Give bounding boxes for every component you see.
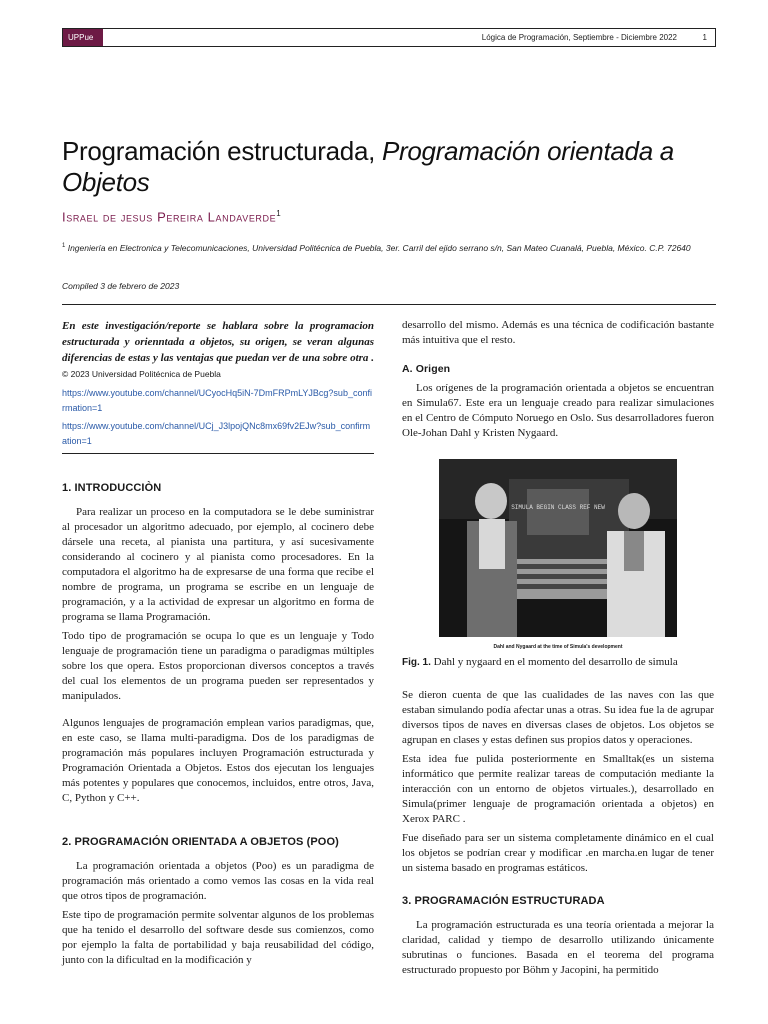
author — [62, 209, 281, 224]
affiliation-mark: 1 — [62, 243, 66, 249]
title-plain: Programación estructurada, — [62, 136, 382, 166]
header-info: Lógica de Programación, Septiembre - Diciembre 2022 — [481, 33, 677, 42]
compiled-date: Compiled 3 de febrero de 2023 — [62, 281, 180, 291]
author-mark: 1 — [276, 209, 282, 218]
section-1-paragraph: Para realizar un proceso en la computadora se le debe suministrar al procesador un algoritmo adecuado, por ejemplo, al cocinero debe dársele una receta, al pianista una partitura, y así sucesivamente considerando al cocinero y al pianista como procesadores. En la computadora el algoritmo ha de expresarse de una forma que recibe el nombre de programa, un programa se escribe en un lenguaje de programación, y a la actividad de expresar un algoritmo en forma de programa se llama Programación. — [62, 506, 374, 623]
subsection-origen-heading: A. Origen — [402, 363, 451, 375]
running-header — [62, 28, 716, 47]
journal-tag: UPPue — [63, 29, 103, 46]
screen-text: SIMULA BEGIN CLASS REF NEW — [511, 504, 605, 511]
header-rule — [62, 304, 716, 305]
section-1-paragraph: Algunos lenguajes de programación emplean varios paradigmas, que, en este caso, se llama multi-paradigma. Dos de los paradigmas de programación más populares incluyen Programación estructurada y Programación Orientada a Objetos. Estos dos ejecutan los lenguajes más potentes y populares que conocemos, incluidos, entre otros, Java, C, Python y C++. — [62, 717, 374, 804]
section-2-paragraph: La programación orientada a objetos (Poo) es un paradigma de programación más orientado a como vemos las cosas en la vida real que otros tipos de programación. — [62, 860, 374, 902]
section-2-paragraph-continued: desarrollo del mismo. Además es una técnica de codificación bastante más intuitiva que el resto. — [402, 319, 714, 346]
abstract-rule — [62, 453, 374, 454]
title-italic: Programación orientada a Objetos — [62, 136, 674, 197]
section-3-paragraph: La programación estructurada es una teoría orientada a mejorar la claridad, calidad y tiempo de desarrollo utilizando únicamente subrutinas o funciones. Basada en el teorema del programa estructurado propuesto por Böhm y Jacopini, ha permitido — [402, 919, 714, 976]
copyright: © 2023 Universidad Politécnica de Puebla — [62, 369, 221, 379]
right-column — [402, 318, 714, 978]
abstract-text: En este investigación/reporte se hablara sobre la programacion estructurada y orienntada a objetos, su origen, se veran algunas diferencias de estas y las ventajas que puedan ver de una sobre otra . — [62, 320, 374, 364]
section-1-heading: 1. INTRODUCCIÒN — [62, 482, 162, 494]
page-number: 1 — [702, 33, 707, 42]
paper-title — [62, 136, 722, 198]
author-name: Israel de jesus Pereira Landaverde — [62, 209, 277, 225]
dahl-nygaard-photo — [439, 459, 677, 637]
youtube-link-1[interactable]: https://www.youtube.com/channel/UCyocHq5iN-7DmFRPmLYJBcg?sub_confirmation=1 — [62, 388, 372, 413]
section-1-paragraph: Todo tipo de programación se ocupa lo que es un lenguaje y Todo lenguaje de programación tiene un paradigma o paradigmas múltiples sobre los que opera. Estos proporcionan diversos conceptos a través del cual los elementos de un programa pueden ser representados y manipulados. — [62, 630, 374, 702]
section-2-paragraph: Se dieron cuenta de que las cualidades de las naves con las que estaban simulando podía afectar unas a otras. Su idea fue la de agrupar diversos tipos de naves en diversas clases de objetos. Los objetos se agrupan en clases y estas definen sus propios datos y operaciones. — [402, 689, 714, 746]
links — [62, 386, 374, 449]
affiliation-text: Ingeniería en Electronica y Telecomunicaciones, Universidad Politécnica de Puebla, 3er. Carril del ejido serrano s/n, San Mateo Cuanalá, Puebla, México. C.P. 72640 — [67, 242, 691, 253]
photo-illustration — [439, 459, 677, 637]
affiliation — [62, 239, 722, 255]
figure-label: Fig. 1. — [402, 657, 431, 668]
abstract — [62, 318, 374, 382]
section-2-heading: 2. PROGRAMACIÓN ORIENTADA A OBJETOS (POO) — [62, 836, 339, 848]
figure-text: Dahl y nygaard en el momento del desarrollo de simula — [433, 656, 678, 668]
photo-caption: Dahl and Nygaard at the time of Simula's development — [493, 644, 623, 650]
figure-caption — [402, 655, 714, 670]
section-3-heading: 3. PROGRAMACIÓN ESTRUCTURADA — [402, 895, 605, 907]
left-column — [62, 318, 374, 968]
section-2-paragraph: Fue diseñado para ser un sistema completamente dinámico en el cual los objetos se podrían crear y modificar .en marcha.en lugar de tener un sistema basado en programas estáticos. — [402, 832, 714, 874]
section-2-paragraph: Este tipo de programación permite solventar algunos de los problemas que ha tenido el desarrollo del software desde sus comienzos, como por ejemplo la falta de portabilidad y baja reusabilidad del código, junto con la dificultad en la modificación y — [62, 909, 374, 966]
section-2-paragraph: Esta idea fue pulida posteriormente en Smalltak(es un sistema informático que permite realizar tareas de computación mediante la interacción con un entorno de objetos virtuales.), desarrollado en Simula(primer lenguaje de programación orientada a objetos) en Xerox PARC . — [402, 753, 714, 825]
youtube-link-2[interactable]: https://www.youtube.com/channel/UCj_J3lpojQNc8mx69fv2EJw?sub_confirmation=1 — [62, 421, 371, 446]
origen-paragraph: Los orígenes de la programación orientada a objetos se encuentran en Simula67. Este era un lenguaje creado para realizar simulaciones en el Centro de Cómputo Noruego en Oslo. Sus desarrolladores fueron Ole-Johan Dahl y Kristen Nygaard. — [402, 382, 714, 439]
